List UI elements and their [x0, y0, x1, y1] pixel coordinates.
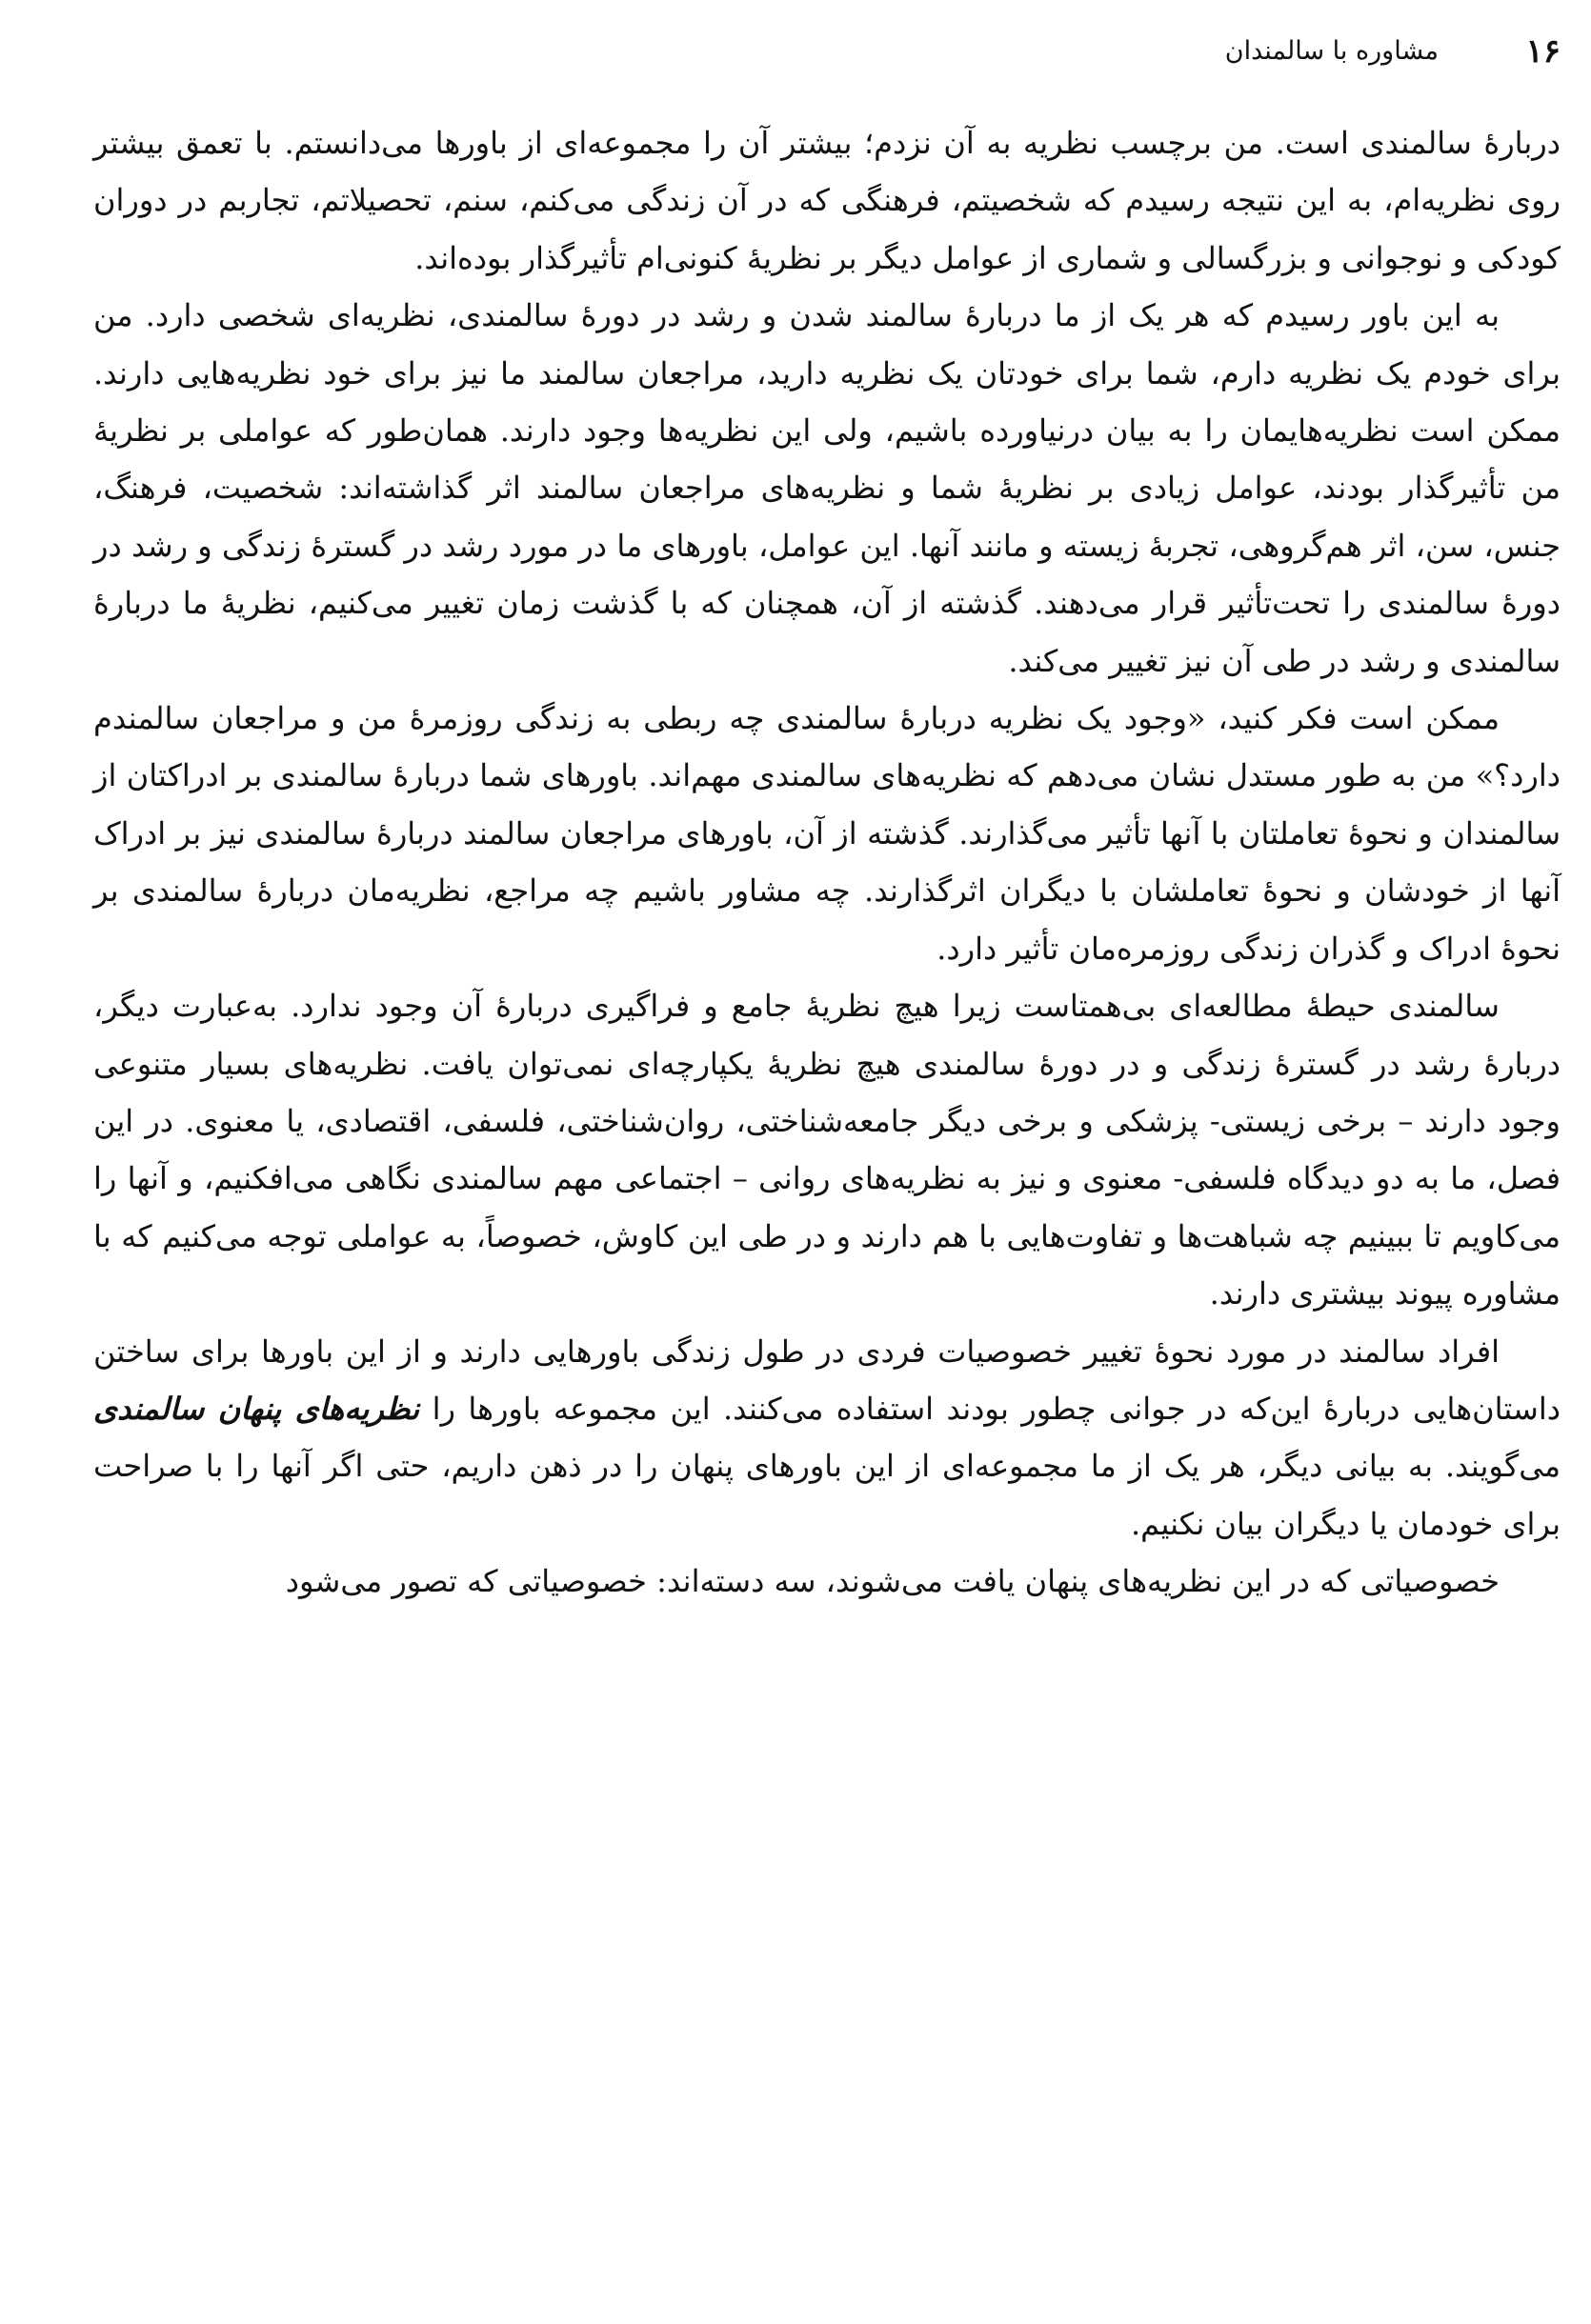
paragraph-5-text-before: افراد سالمند در مورد نحوهٔ تغییر خصوصیات فردی در طول زندگی باورهایی دارند و از این باورها برای ساختن داستان‌هایی دربارهٔ این‌که در جوانی چطور بودند استفاده می‌کنند. این مجموعه باورها را — [93, 1332, 1561, 1427]
running-title: مشاوره با سالمندان — [1224, 36, 1439, 66]
page-header — [112, 27, 1561, 76]
paragraph-4: سالمندی حیطهٔ مطالعه‌ای بی‌همتاست زیرا هیچ نظریهٔ جامع و فراگیری دربارهٔ آن وجود ندارد. به‌عبارت دیگر، دربارهٔ رشد در گسترهٔ زندگی و در دورهٔ سالمندی هیچ نظریهٔ یکپارچه‌ای نمی‌توان یافت. نظریه‌های بسیار متنوعی وجود دارند – برخی زیستی- پزشکی و برخی دیگر جامعه‌شناختی، روان‌شناختی، فلسفی، اقتصادی، یا معنوی. در این فصل، ما به دو دیدگاه فلسفی- معنوی و نیز به نظریه‌های روانی – اجتماعی مهم سالمندی نگاهی می‌افکنیم، و آنها را می‌کاویم تا ببینیم چه شباهت‌ها و تفاوت‌هایی با هم دارند و در طی این کاوش، خصوصاً، به عواملی توجه می‌کنیم که با مشاوره پیوند بیشتری دارند. — [93, 988, 1561, 1312]
paragraph-3: ممکن است فکر کنید، «وجود یک نظریه دربارهٔ سالمندی چه ربطی به زندگی روزمرهٔ من و مراجعان سالمندم دارد؟» من به طور مستدل نشان می‌دهم که نظریه‌های سالمندی مهم‌اند. باورهای شما دربارهٔ سالمندی بر ادراکتان از سالمندان و نحوهٔ تعاملتان با آنها تأثیر می‌گذارند. گذشته از آن، باورهای مراجعان سالمند دربارهٔ سالمندی نیز بر ادراک آنها از خودشان و نحوهٔ تعاملشان با دیگران اثرگذارند. چه مشاور باشیم چه مراجع، نظریه‌مان دربارهٔ سالمندی بر نحوهٔ ادراک و گذران زندگی روزمره‌مان تأثیر دارد. — [93, 700, 1561, 967]
paragraph-6: خصوصیاتی که در این نظریه‌های پنهان یافت می‌شوند، سه دسته‌اند: خصوصیاتی که تصور می‌شود — [285, 1563, 1500, 1600]
page-number: ۱۶ — [1525, 32, 1561, 70]
paragraph-1: دربارهٔ سالمندی است. من برچسب نظریه به آن نزدم؛ بیشتر آن را مجموعه‌ای از باورها می‌دانستم. با تعمق بیشتر روی نظریه‌ام، به این نتیجه رسیدم که شخصیتم، فرهنگی که در آن زندگی می‌کنم، سنم، تحصیلاتم، تجاربم در دوران کودکی و نوجوانی و بزرگسالی و شماری از عوامل دیگر بر نظریهٔ کنونی‌ام تأثیرگذار بوده‌اند. — [93, 125, 1561, 276]
paragraph-5-text-after: می‌گویند. به بیانی دیگر، هر یک از ما مجموعه‌ای از این باورهای پنهان را در ذهن داریم، حتی اگر آنها را با صراحت برای خودمان یا دیگران بیان نکنیم. — [93, 1448, 1561, 1542]
key-term-implicit-theories: نظریه‌های پنهان سالمندی — [93, 1390, 420, 1427]
body-text — [93, 114, 1561, 1611]
paragraph-2: به این باور رسیدم که هر یک از ما دربارهٔ سالمند شدن و رشد در دورهٔ سالمندی، نظریه‌ای شخصی دارد. من برای خودم یک نظریه دارم، شما برای خودتان یک نظریه دارید، مراجعان سالمند ما نیز برای خود نظریه‌هایی دارند. ممکن است نظریه‌هایمان را به بیان درنیاورده باشیم، ولی این نظریه‌ها وجود دارند. همان‌طور که عواملی بر نظریهٔ من تأثیرگذار بودند، عوامل زیادی بر نظریهٔ شما و نظریه‌های مراجعان سالمند اثر گذاشته‌اند: شخصیت، فرهنگ، جنس، سن، اثر هم‌گروهی، تجربهٔ زیسته و مانند آنها. این عوامل، باورهای ما در مورد رشد در گسترهٔ زندگی و رشد در دورهٔ سالمندی را تحت‌تأثیر قرار می‌دهند. گذشته از آن، همچنان که با گذشت زمان تغییر می‌کنیم، نظریهٔ ما دربارهٔ سالمندی و رشد در طی آن نیز تغییر می‌کند. — [93, 297, 1561, 679]
paragraph-5 — [93, 1323, 1561, 1553]
